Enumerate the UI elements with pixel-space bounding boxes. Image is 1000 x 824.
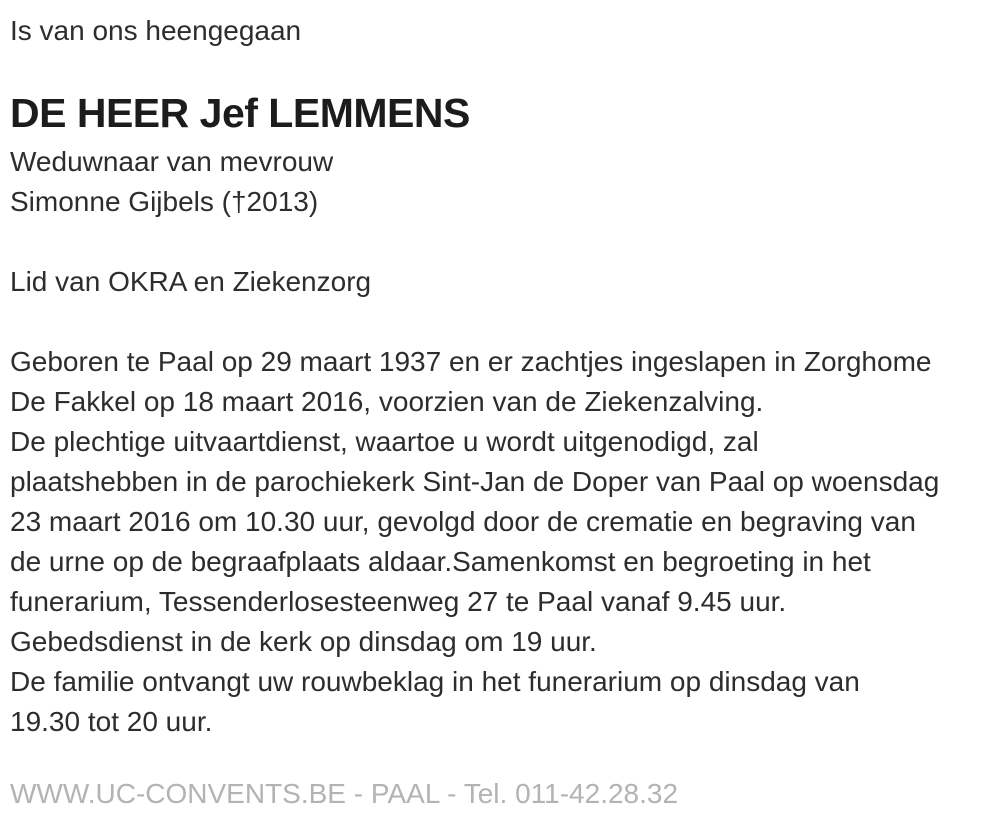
body-line: De plechtige uitvaartdienst, waartoe u wordt uitgenodigd, zal — [10, 426, 759, 457]
widower-line: Weduwnaar van mevrouw — [10, 146, 334, 177]
funeral-home-footer: WWW.UC-CONVENTS.BE - PAAL - Tel. 011-42.28.32 — [10, 778, 679, 809]
announcement-body — [10, 342, 996, 742]
body-line: funerarium, Tessenderlosesteenweg 27 te Paal vanaf 9.45 uur. — [10, 586, 787, 617]
body-line: De Fakkel op 18 maart 2016, voorzien van de Ziekenzalving. — [10, 386, 764, 417]
body-line: De familie ontvangt uw rouwbeklag in het funerarium op dinsdag van — [10, 666, 860, 697]
membership-line: Lid van OKRA en Ziekenzorg — [10, 266, 372, 297]
body-line: de urne op de begraafplaats aldaar.Samenkomst en begroeting in het — [10, 546, 871, 577]
spouse-line: Simonne Gijbels (†2013) — [10, 186, 319, 217]
body-line: 19.30 tot 20 uur. — [10, 706, 213, 737]
body-line: Geboren te Paal op 29 maart 1937 en er zachtjes ingeslapen in Zorghome — [10, 346, 932, 377]
intro-line: Is van ons heengegaan — [10, 15, 302, 46]
body-line: 23 maart 2016 om 10.30 uur, gevolgd door de crematie en begraving van — [10, 506, 916, 537]
body-line: Gebedsdienst in de kerk op dinsdag om 19 uur. — [10, 626, 597, 657]
body-line: plaatshebben in de parochiekerk Sint-Jan de Doper van Paal op woensdag — [10, 466, 940, 497]
deceased-name: DE HEER Jef LEMMENS — [10, 90, 470, 136]
